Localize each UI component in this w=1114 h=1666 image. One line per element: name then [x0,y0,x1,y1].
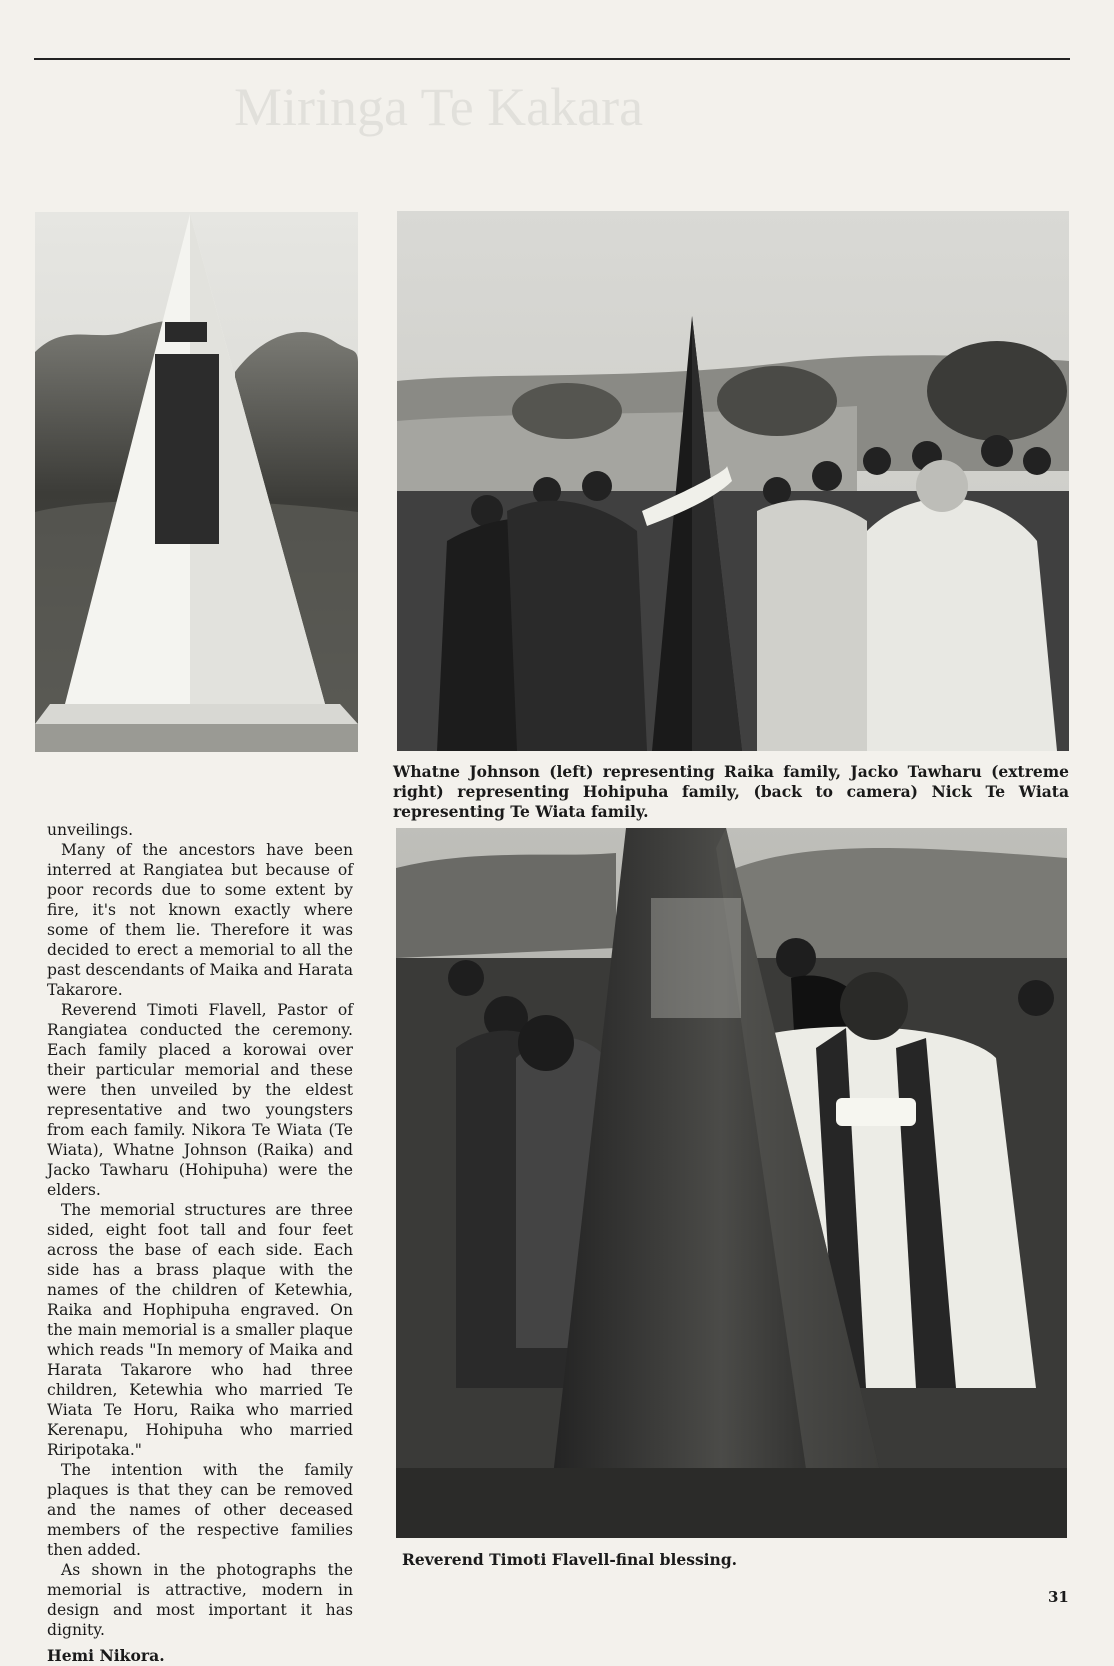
final-blessing-photo [396,828,1067,1538]
article-paragraph: As shown in the photographs the memorial is attractive, modern in design and most important it has dignity. [47,1561,353,1639]
article-paragraph: The intention with the family plaques is that they can be removed and the names of other deceased members of the respective families then added. [47,1461,353,1559]
memorial-pyramid-photo [35,212,358,752]
blessing-photo-caption: Reverend Timoti Flavell-final blessing. [402,1550,738,1569]
page-number: 31 [1048,1588,1069,1606]
article-body [47,820,353,1666]
article-paragraph: The memorial structures are three sided, eight foot tall and four feet across the base of each side. Each side has a brass plaque with the names of the children of Ketewhia, Raika and Hophipuha engraved. On the main memorial is a smaller plaque which reads "In memory of Maika and Harata Takarore who had three children, Ketewhia who married Te Wiata Te Horu, Raika who married Kerenapu, Hohipuha who married Riripotaka." [47,1201,353,1459]
author-byline: Hemi Nikora. [47,1646,165,1665]
unveiling-photo-caption: Whatne Johnson (left) representing Raika family, Jacko Tawharu (extreme right) representing Hohipuha family, (back to camera) Nick Te Wiata representing Te Wiata family. [393,762,1069,821]
top-rule [34,58,1070,60]
article-paragraph: Reverend Timoti Flavell, Pastor of Rangiatea conducted the ceremony. Each family placed a korowai over their particular memorial and these were then unveiled by the eldest representative and two youngsters from each family. Nikora Te Wiata (Te Wiata), Whatne Johnson (Raika) and Jacko Tawharu (Hohipuha) were the elders. [47,1001,353,1199]
article-paragraph: unveilings. [47,821,134,839]
article-paragraph: Many of the ancestors have been interred at Rangiatea but because of poor records due to some extent by fire, it's not known exactly where some of them lie. Therefore it was decided to erect a memorial to all the past descendants of Maika and Harata Takarore. [47,841,353,999]
bleed-through-heading: Miringa Te Kakara [234,77,644,137]
unveiling-ceremony-photo [397,211,1069,751]
